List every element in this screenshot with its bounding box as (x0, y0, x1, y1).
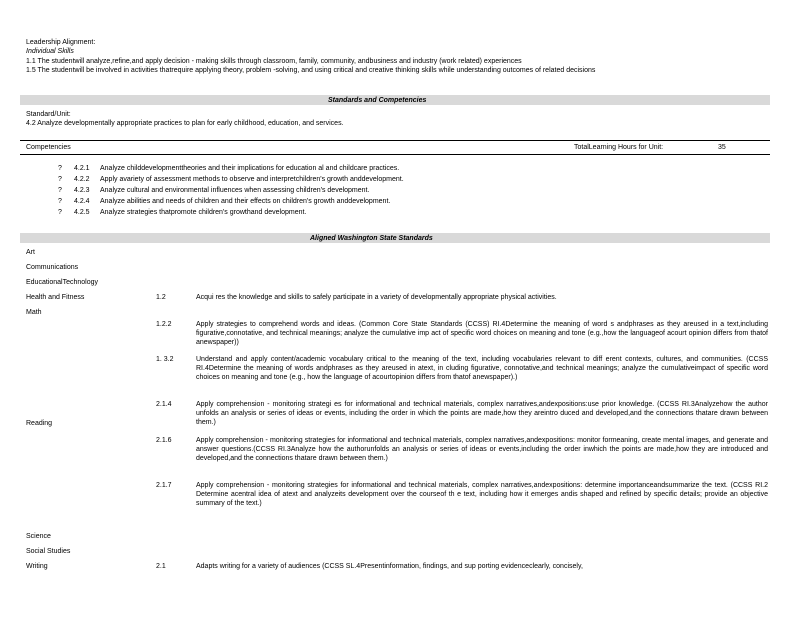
subject-writing: Writing (26, 563, 48, 570)
standard-number: 2.1.6 (156, 437, 172, 444)
subject-science: Science (26, 533, 51, 540)
competency-bullet: ? (58, 209, 62, 216)
competency-bullet: ? (58, 165, 62, 172)
subject-communications: Communications (26, 264, 79, 271)
competency-bullet: ? (58, 187, 62, 194)
competency-text: Analyze childdevelopmenttheories and their implications for education al and childcare practices. (100, 165, 400, 172)
standard-text: Apply comprehension - monitoring strategies for informational and technical materials, complex narratives,andexpositions: monitor formeaning, create mental images, and generate and answer questions.(CCSS RI.3Analyze how the authorunfolds an analysis or series of ideas or events,including the order inwhich the points are made,how they are introduced and developed,and the connections thatare drawn between them.) (196, 437, 768, 462)
competency-text: Analyze abilities and needs of children and their effects on children's growth anddevelopment. (100, 198, 391, 205)
subject-reading: Reading (26, 420, 53, 427)
subject-art: Art (26, 249, 35, 256)
competency-number: 4.2.1 (74, 165, 90, 172)
divider (20, 140, 770, 141)
standard-number: 2.1.4 (156, 401, 172, 408)
standard-number: 1.2 (156, 294, 166, 301)
standard-number: 2.1.7 (156, 482, 172, 489)
competency-bullet: ? (58, 176, 62, 183)
leadership-heading: Leadership Alignment: (26, 39, 96, 46)
competency-number: 4.2.3 (74, 187, 90, 194)
standard-number: 2.1 (156, 563, 166, 570)
standard-text: Apply strategies to comprehend words and ideas. (Common Core State Standards (CCSS) RI.4Determine the meaning of word s andphrases as they areused in a text,including figurative,connotative, and technical meanings; analyze the cumulative imp act of specific word choices on meaning and tone (e.g.,how the languageof acourt opinion differs from thatof anewspaper)) (196, 321, 768, 346)
subject-social-studies: Social Studies (26, 548, 71, 555)
standard-text: Apply comprehension - monitoring strategi es for informational and technical materials, complex narratives,andexpositions:use prior knowledge. (CCSS RI.3Analyzehow the author unfolds an analysis or series of ideas or events, including the order in which the points are made,how they areintro duced and developed,and the connections thatare drawn between them.) (196, 401, 768, 426)
leadership-item-1-5: 1.5 The studentwill be involved in activities thatrequire applying theory, problem -solving, and using critical and creative thinking skills while understanding outcomes of related decisions (26, 67, 596, 74)
leadership-subheading: Individual Skills (26, 48, 74, 55)
standard-unit-text: 4.2 Analyze developmentally appropriate practices to plan for early childhood, education, and services. (26, 120, 344, 127)
hours-label: TotalLearning Hours for Unit: (574, 144, 664, 151)
standard-number: 1. 3.2 (156, 356, 174, 363)
competencies-label: Competencies (26, 144, 71, 151)
standard-text: Understand and apply content/academic vocabulary critical to the meaning of the text, including vocabularies relevant to diff erent contexts, cultures, and communities. (CCSS RI.4Determine the meaning of words andphrases as they areused in atext, in cluding figurative, connotative,and technical meanings; analyze the cumulativeimpact of specific word choices on meaning and tone (e.g., how the language of acourtopinion differs from thatof anewspaper).) (196, 356, 768, 381)
competency-text: Analyze cultural and environmental influences when assessing children's development. (100, 187, 370, 194)
standard-text: Apply comprehension - monitoring strategies for informational and technical materials, complex narratives,andexpositions: determine importanceandsummarize the text. (CCSS RI.2 Determine acentral idea of atext and analyzeits development over the courseof th e text, including how it emerges andis shaped and refined by specific details; provide an objective summary of the text.) (196, 482, 768, 507)
competency-number: 4.2.5 (74, 209, 90, 216)
competency-number: 4.2.4 (74, 198, 90, 205)
competency-bullet: ? (58, 198, 62, 205)
aligned-standards-bar (20, 233, 770, 243)
standard-number: 1.2.2 (156, 321, 172, 328)
standard-text: Acqui res the knowledge and skills to safely participate in a variety of developmentally appropriate physical activities. (196, 294, 557, 301)
competency-text: Analyze strategies thatpromote children's growthand development. (100, 209, 307, 216)
hours-value: 35 (718, 144, 726, 151)
subject-health: Health and Fitness (26, 294, 85, 301)
competency-text: Apply avariety of assessment methods to observe and interpretchildren's growth anddevelopment. (100, 176, 404, 183)
standards-bar (20, 95, 770, 105)
standard-text: Adapts writing for a variety of audiences (CCSS SL.4Presentinformation, findings, and sup porting evidenceclearly, concisely, (196, 563, 583, 570)
competency-number: 4.2.2 (74, 176, 90, 183)
leadership-item-1-1: 1.1 The studentwill analyze,refine,and apply decision - making skills through classroom, family, community, andbusiness and industry (work related) experiences (26, 58, 522, 65)
subject-edtech: EducationalTechnology (26, 279, 98, 286)
subject-math: Math (26, 309, 42, 316)
standards-bar-label: Standards and Competencies (328, 97, 427, 104)
standard-unit-label: Standard/Unit: (26, 111, 71, 118)
divider (20, 154, 770, 155)
aligned-bar-label: Aligned Washington State Standards (310, 235, 433, 242)
